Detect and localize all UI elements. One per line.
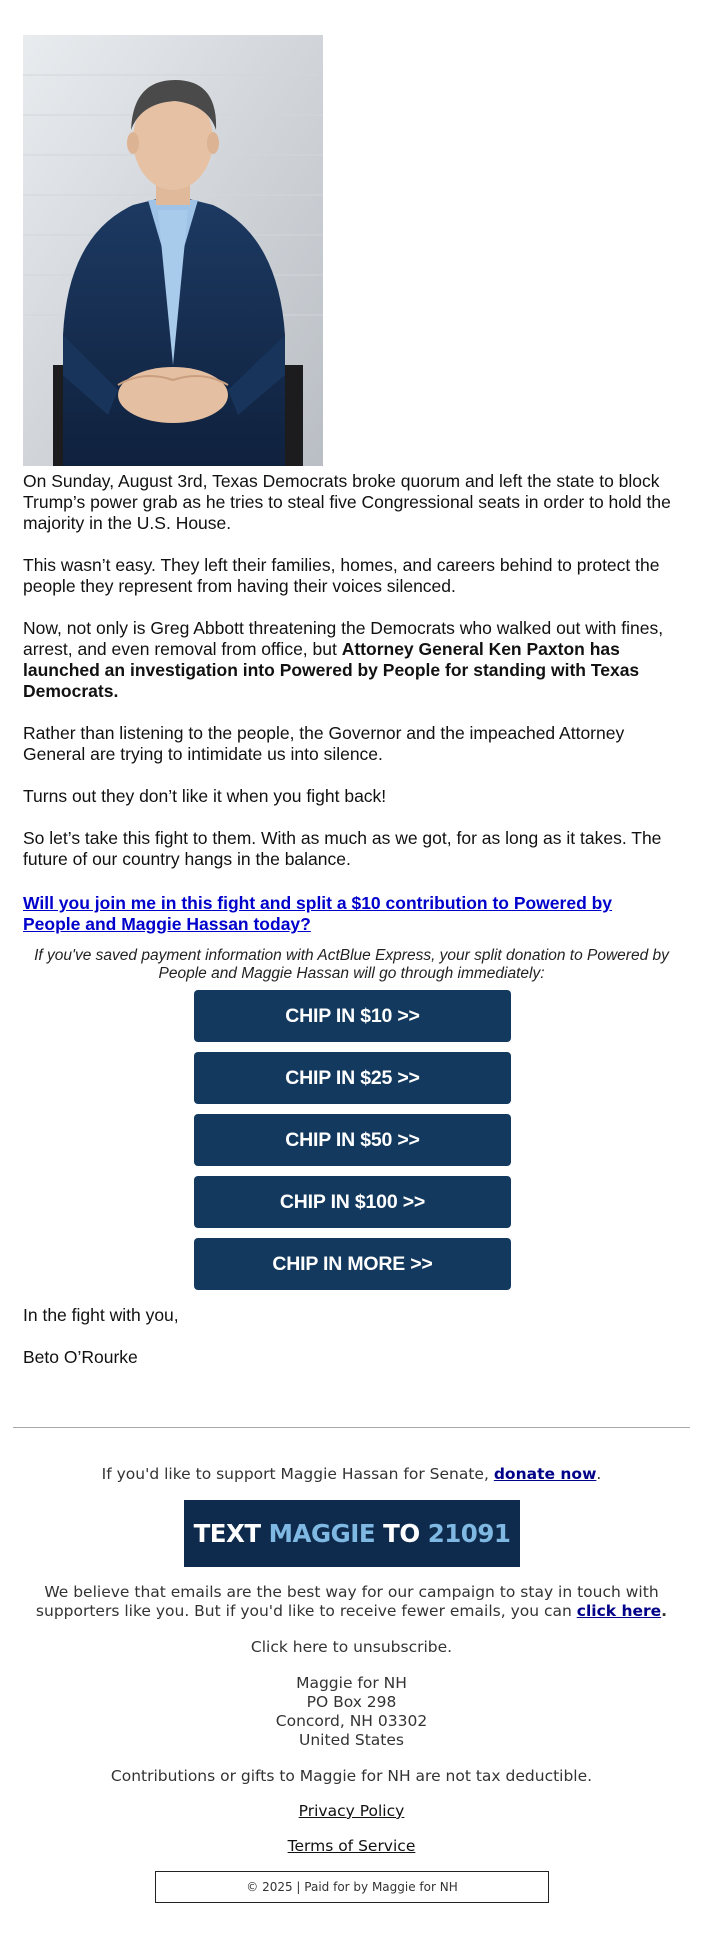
paragraph-quorum: On Sunday, August 3rd, Texas Democrats broke quorum and left the state to block Trump’s power grab as he tries to steal five Congressional seats in order to hold the majority in the U.S. House. xyxy=(23,471,671,533)
fewer-emails-suffix: . xyxy=(661,1602,668,1620)
chip-in-25-button[interactable]: CHIP IN $25 >> xyxy=(194,1052,511,1104)
chip-in-10-button[interactable]: CHIP IN $10 >> xyxy=(194,990,511,1042)
banner-word-to: TO xyxy=(375,1519,428,1548)
paragraph-paxton xyxy=(23,618,683,702)
paragraph-intimidate: Rather than listening to the people, the Governor and the impeached Attorney General are trying to intimidate us into silence. xyxy=(23,723,625,764)
copyright-box: © 2025 | Paid for by Maggie for NH xyxy=(155,1871,549,1903)
tax-note: Contributions or gifts to Maggie for NH are not tax deductible. xyxy=(110,1767,593,1785)
paragraph-families: This wasn’t easy. They left their families, homes, and careers behind to protect the people they represent from having their voices silenced. xyxy=(23,555,660,596)
chip-in-more-button[interactable]: CHIP IN MORE >> xyxy=(194,1238,511,1290)
donate-now-link[interactable]: donate now xyxy=(493,1465,597,1483)
terms-of-service-link[interactable]: Terms of Service xyxy=(287,1837,416,1855)
fewer-emails-line xyxy=(15,1583,688,1621)
fewer-emails-link[interactable]: click here xyxy=(576,1602,662,1620)
signature-name: Beto O’Rourke xyxy=(23,1347,138,1367)
paragraph-paxton-bold: Attorney General Ken Paxton has launched an investigation into Powered by People for standing with Texas Democrats. xyxy=(23,639,640,701)
support-suffix: . xyxy=(596,1465,602,1483)
fewer-emails-prefix: We believe that emails are the best way for our campaign to stay in touch with supporters like you. But if you'd like to receive fewer emails, you can xyxy=(35,1583,659,1620)
split-contribution-link[interactable]: Will you join me in this fight and split a $10 contribution to Powered by People and Maggie Hassan today? xyxy=(23,893,613,934)
privacy-policy-line xyxy=(0,1802,703,1821)
address-line-4: United States xyxy=(299,1731,404,1749)
portrait-photo xyxy=(23,35,323,466)
closing-line: In the fight with you, xyxy=(23,1305,179,1325)
support-line xyxy=(0,1465,703,1484)
paragraph-take-fight: So let’s take this fight to them. With as much as we got, for as long as it takes. The future of our country hangs in the balance. xyxy=(23,828,662,869)
address-line-2: PO Box 298 xyxy=(306,1693,397,1711)
address-line-3: Concord, NH 03302 xyxy=(275,1712,428,1730)
paragraph-fight-back: Turns out they don’t like it when you fight back! xyxy=(23,786,387,806)
banner-word-number: 21091 xyxy=(427,1519,511,1548)
address-line-1: Maggie for NH xyxy=(296,1674,407,1692)
banner-word-text: TEXT xyxy=(193,1519,269,1548)
actblue-express-note: If you've saved payment information with ActBlue Express, your split donation to Powered by People and Maggie Hassan will go through immediately: xyxy=(34,947,669,982)
footer-divider xyxy=(13,1427,690,1428)
unsubscribe-link[interactable]: Click here to unsubscribe. xyxy=(250,1638,453,1656)
text-maggie-banner[interactable] xyxy=(184,1500,520,1567)
privacy-policy-link[interactable]: Privacy Policy xyxy=(298,1802,405,1820)
paragraph-paxton-plain: Now, not only is Greg Abbott threatening the Democrats who walked out with fines, arrest, and even removal from office, but xyxy=(23,618,664,659)
banner-word-maggie: MAGGIE xyxy=(268,1519,376,1548)
chip-in-100-button[interactable]: CHIP IN $100 >> xyxy=(194,1176,511,1228)
chip-in-50-button[interactable]: CHIP IN $50 >> xyxy=(194,1114,511,1166)
terms-of-service-line xyxy=(0,1837,703,1856)
support-prefix: If you'd like to support Maggie Hassan for Senate, xyxy=(101,1465,494,1483)
